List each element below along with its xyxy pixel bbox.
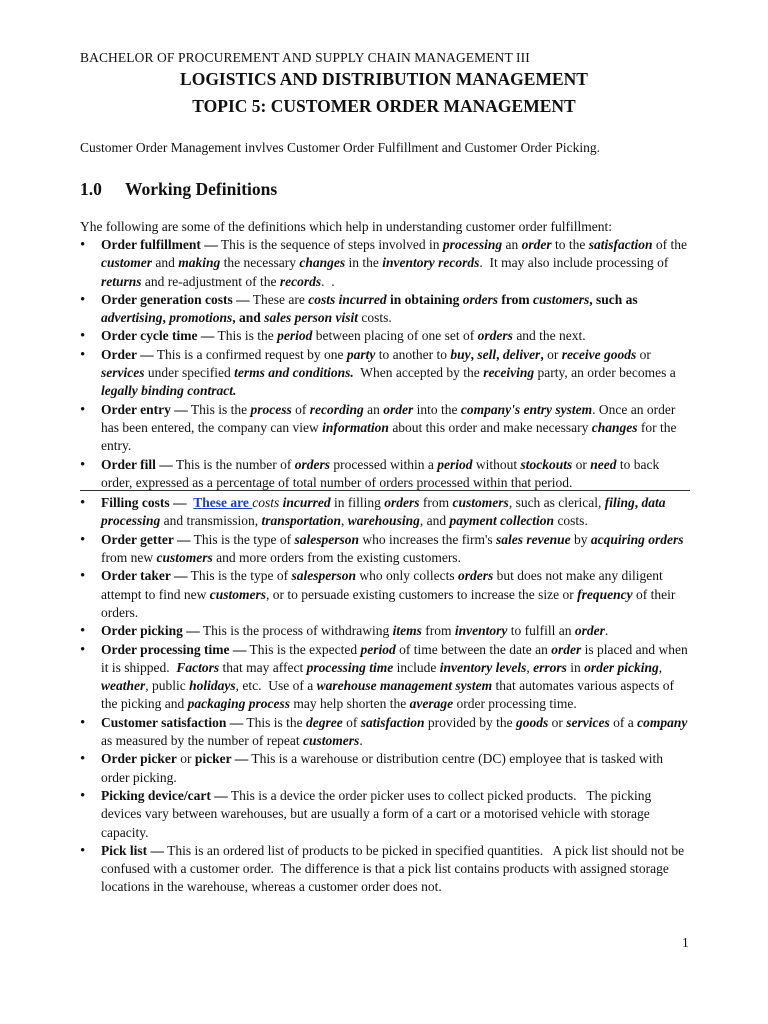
intro-paragraph: Customer Order Management invlves Customer Order Fulfillment and Customer Order Picking. — [80, 140, 601, 155]
definition-order-generation-costs: • Order generation costs — These are costs incurred in obtaining orders from customers, such as advertising, promotions, and sales person visit costs. — [80, 291, 690, 328]
definition-picking-device: • Picking device/cart — This is a device the order picker uses to collect picked products. The picking devices vary between warehouses, but are usually a form of a cart or a motorised vehicle with storage capacity. — [80, 787, 690, 842]
definition-order-picking: • Order picking — This is the process of withdrawing items from inventory to fulfill an order. — [80, 622, 690, 640]
definitions-list — [80, 236, 690, 897]
definition-customer-satisfaction: • Customer satisfaction — This is the degree of satisfaction provided by the goods or services of a company as measured by the number of repeat customers. — [80, 714, 690, 751]
definition-order-picker: • Order picker or picker — This is a warehouse or distribution centre (DC) employee that is tasked with order picking. — [80, 750, 690, 787]
document-title: LOGISTICS AND DISTRIBUTION MANAGEMENT — [180, 69, 588, 89]
section-title: Working Definitions — [125, 179, 278, 199]
definition-order-getter: • Order getter — This is the type of salesperson who increases the firm's sales revenue by acquiring orders from new customers and more orders from the existing customers. — [80, 531, 690, 568]
definition-order-processing-time: • Order processing time — This is the expected period of time between the date an order is placed and when it is shipped. Factors that may affect processing time include inventory levels, errors in order picking, weather, public holidays, etc. Use of a warehouse management system that automates various aspects of the picking and packaging process may help shorten the average order processing time. — [80, 641, 690, 714]
page-number: 1 — [682, 935, 689, 950]
definition-filling-costs: • Filling costs — These are costs incurred in filling orders from customers, such as clerical, filing, data processing and transmission, transportation, warehousing, and payment collection costs. — [80, 494, 690, 531]
definition-order-fill: • Order fill — This is the number of orders processed within a period without stockouts or need to back order, expressed as a percentage of total number of orders processed within that period. — [80, 456, 690, 493]
definition-order: • Order — This is a confirmed request by one party to another to buy, sell, deliver, or receive goods or services under specified terms and conditions. When accepted by the receiving party, an order becomes a legally binding contract. — [80, 346, 690, 401]
definition-pick-list: • Pick list — This is an ordered list of products to be picked in specified quantities. A pick list should not be confused with a customer order. The difference is that a pick list contains products with assigned storage locations in the warehouse, whereas a customer order does not. — [80, 842, 690, 897]
definition-order-fulfillment: • Order fulfillment — This is the sequence of steps involved in processing an order to the satisfaction of the customer and making the necessary changes in the inventory records. It may also include processing of returns and re-adjustment of the records. . — [80, 236, 690, 291]
definition-order-cycle-time: • Order cycle time — This is the period between placing of one set of orders and the next. — [80, 327, 690, 345]
section-heading — [80, 179, 277, 200]
topic-title: TOPIC 5: CUSTOMER ORDER MANAGEMENT — [192, 96, 576, 116]
definition-order-taker: • Order taker — This is the type of salesperson who only collects orders but does not make any diligent attempt to find new customers, or to persuade existing customers to increase the size or frequency of their orders. — [80, 567, 690, 622]
these-are-link[interactable]: These are — [193, 495, 253, 511]
section-lead: Yhe following are some of the definitions which help in understanding customer order fulfillment: — [80, 219, 612, 234]
horizontal-rule — [80, 490, 690, 491]
course-header: BACHELOR OF PROCUREMENT AND SUPPLY CHAIN MANAGEMENT III — [80, 50, 530, 65]
definition-order-entry: • Order entry — This is the process of recording an order into the company's entry system. Once an order has been entered, the company can view information about this order and make necessary changes for the entry. — [80, 401, 690, 456]
section-number: 1.0 — [80, 179, 102, 199]
